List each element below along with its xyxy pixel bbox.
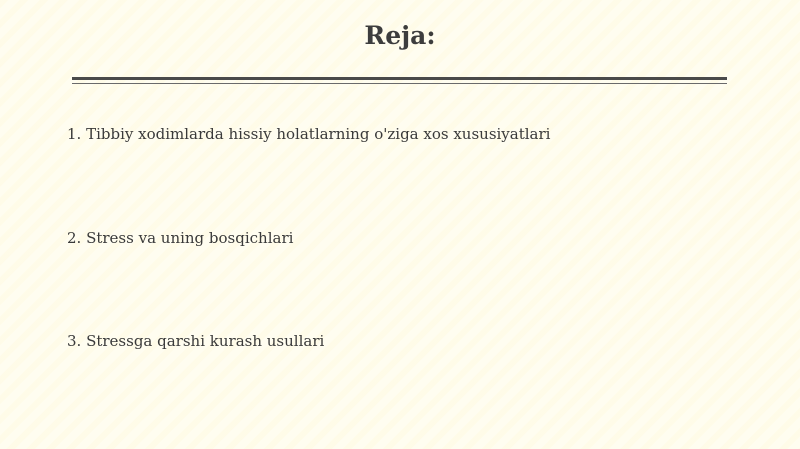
outline-item-3: 3. Stressga qarshi kurash usullari [67, 332, 325, 350]
title-divider [72, 77, 727, 86]
slide-title: Reja: [364, 21, 436, 50]
divider-thick-line [72, 77, 727, 80]
divider-thin-line [72, 83, 727, 84]
outline-item-2: 2. Stress va uning bosqichlari [67, 229, 294, 247]
outline-item-1: 1. Tibbiy xodimlarda hissiy holatlarning o'ziga xos xususiyatlari [67, 125, 551, 143]
